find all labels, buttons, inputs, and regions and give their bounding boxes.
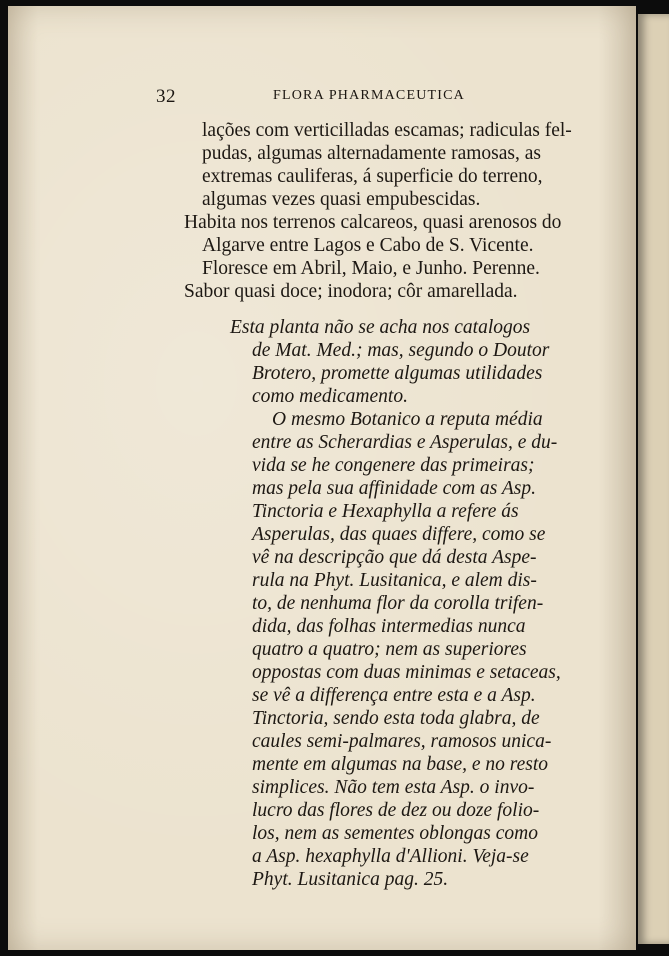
note-line: rula na Phyt. Lusitanica, e alem dis- <box>252 570 537 591</box>
note-line: Phyt. Lusitanica pag. 25. <box>252 869 449 890</box>
body-line: Algarve entre Lagos e Cabo de S. Vicente. <box>202 235 534 256</box>
note-line: to, de nenhuma flor da corolla trifen- <box>252 593 544 614</box>
note-line: los, nem as sementes oblongas como <box>252 823 538 844</box>
note-line: se vê a differença entre esta e a Asp. <box>252 685 536 706</box>
note-line: como medicamento. <box>252 386 408 407</box>
note-line: Brotero, promette algumas utilidades <box>252 363 543 384</box>
adjacent-page-edge <box>638 14 669 944</box>
note-line: Tinctoria, sendo esta toda glabra, de <box>252 708 540 729</box>
note-line: O mesmo Botanico a reputa média <box>272 409 543 430</box>
body-line: Habita nos terrenos calcareos, quasi arenosos do <box>184 212 562 233</box>
note-line: mente em algumas na base, e no resto <box>252 754 549 775</box>
body-line: Floresce em Abril, Maio, e Junho. Perenne. <box>202 258 540 279</box>
note-line: vida se he congenere das primeiras; <box>252 455 535 476</box>
note-line: entre as Scherardias e Asperulas, e du- <box>252 432 558 453</box>
body-line: pudas, algumas alternadamente ramosas, as <box>202 143 541 164</box>
book-page <box>8 6 636 950</box>
body-line: lações com verticilladas escamas; radiculas fel- <box>202 120 572 141</box>
note-line: vê na descripção que dá desta Aspe- <box>252 547 537 568</box>
body-line: algumas vezes quasi empubescidas. <box>202 189 481 210</box>
note-line: dida, das folhas intermedias nunca <box>252 616 526 637</box>
body-line: Sabor quasi doce; inodora; côr amarellada. <box>184 281 518 302</box>
note-line: caules semi-palmares, ramosos unica- <box>252 731 552 752</box>
note-line: lucro das flores de dez ou doze folio- <box>252 800 540 821</box>
running-title: FLORA PHARMACEUTICA <box>273 88 465 103</box>
note-line: quatro a quatro; nem as superiores <box>252 639 527 660</box>
note-line: a Asp. hexaphylla d'Allioni. Veja-se <box>252 846 529 867</box>
note-line: Esta planta não se acha nos catalogos <box>230 317 531 338</box>
note-line: mas pela sua affinidade com as Asp. <box>252 478 537 499</box>
note-line: simplices. Não tem esta Asp. o invo- <box>252 777 535 798</box>
page-number: 32 <box>156 86 176 107</box>
note-line: de Mat. Med.; mas, segundo o Doutor <box>252 340 550 361</box>
body-line: extremas cauliferas, á superficie do terreno, <box>202 166 543 187</box>
note-line: oppostas com duas minimas e setaceas, <box>252 662 561 683</box>
note-line: Tinctoria e Hexaphylla a refere ás <box>252 501 519 522</box>
note-line: Asperulas, das quaes differe, como se <box>252 524 546 545</box>
